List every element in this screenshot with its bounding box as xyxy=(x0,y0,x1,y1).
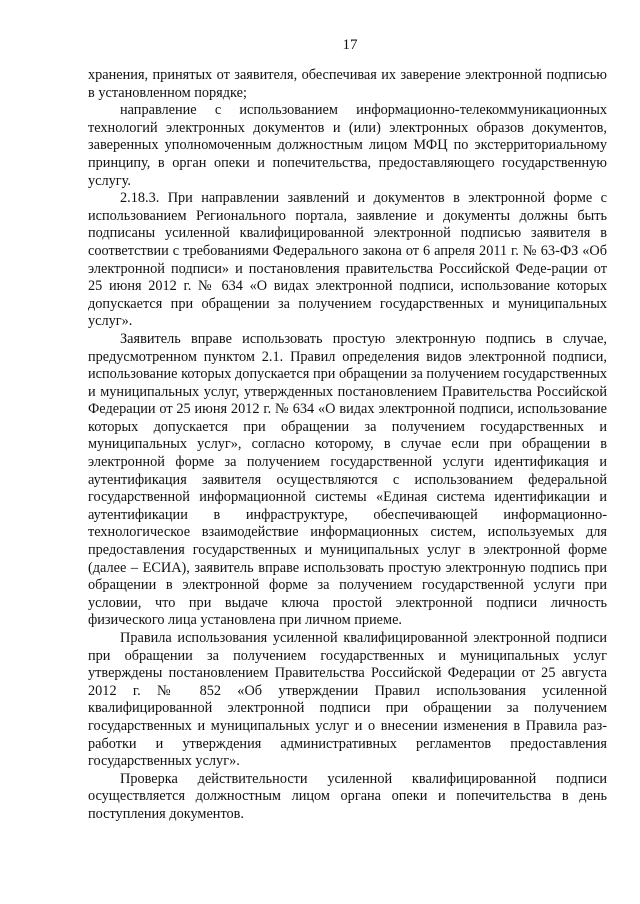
paragraph-qualified-signature-rules: Правила использования усиленной квалифицированной электронной подписи при обращении за получением государственных и муниципальных услуг утверждены постановлением Правительства Российской Федерации от 25 августа 2012 г. № 852 «Об утверждении Правил использования усиленной квалифицированной электронной подписи при обращении за получением государственных и муниципальных услуг и о внесении изменения в Правила раз-работки и утверждения административных регламентов предоставления государственных услуг». xyxy=(88,630,607,770)
paragraph-sending-documents: направление с использованием информационно-телекоммуникационных технологий электронных документов и (или) электронных образов документов, заверенных уполномоченным должностным лицом МФЦ по экстерриториальному принципу, в орган опеки и попечительства, предоставляющего государственную услугу. xyxy=(88,102,607,189)
paragraph-storage-continuation: хранения, принятых от заявителя, обеспечивая их заверение электронной подписью в установленном порядке; xyxy=(88,67,607,101)
paragraph-simple-signature: Заявитель вправе использовать простую электронную подпись в случае, предусмотренном пунктом 2.1. Правил определения видов электронной подписи, использование которых допускается при обращении за получением государственных и муниципальных услуг, утвержденных постановлением Правительства Российской Федерации от 25 июня 2012 г. № 634 «О видах электронной подписи, использование которых допускается при обращении за получением государственных и муниципальных услуг», согласно которому, в случае если при обращении в электронной форме за получением государственной услуги идентификация и аутентификация заявителя осуществляются с использованием федеральной государственной информационной системы «Единая система идентификации и аутентификации в инфраструктуре, обеспечивающей информационно-технологическое взаимодействие информационных систем, используемых для предоставления государственных и муниципальных услуг в электронной форме (далее – ЕСИА), заявитель вправе использовать простую электронную подпись при обращении в электронной форме за получением государственной услуги при условии, что при выдаче ключа простой электронной подписи личность физического лица установлена при личном приеме. xyxy=(88,330,607,629)
paragraph-signature-verification: Проверка действительности усиленной квалифицированной подписи осуществляется должностным лицом органа опеки и попечительства в день поступления документов. xyxy=(88,770,607,822)
document-body xyxy=(88,67,607,824)
page-number: 17 xyxy=(342,37,358,53)
paragraph-2-18-3: 2.18.3. При направлении заявлений и документов в электронной форме с использованием Регионального портала, заявление и документы должны быть подписаны усиленной квалифицированной электронной подписью заявителя в соответствии с требованиями Федерального закона от 6 апреля 2011 г. № 63-ФЗ «Об электронной подписи» и постановления правительства Российской Феде-рации от 25 июня 2012 г. № 634 «О видах электронной подписи, использование которых допускается при обращении за получением государственных и муниципальных услуг». xyxy=(88,190,607,330)
